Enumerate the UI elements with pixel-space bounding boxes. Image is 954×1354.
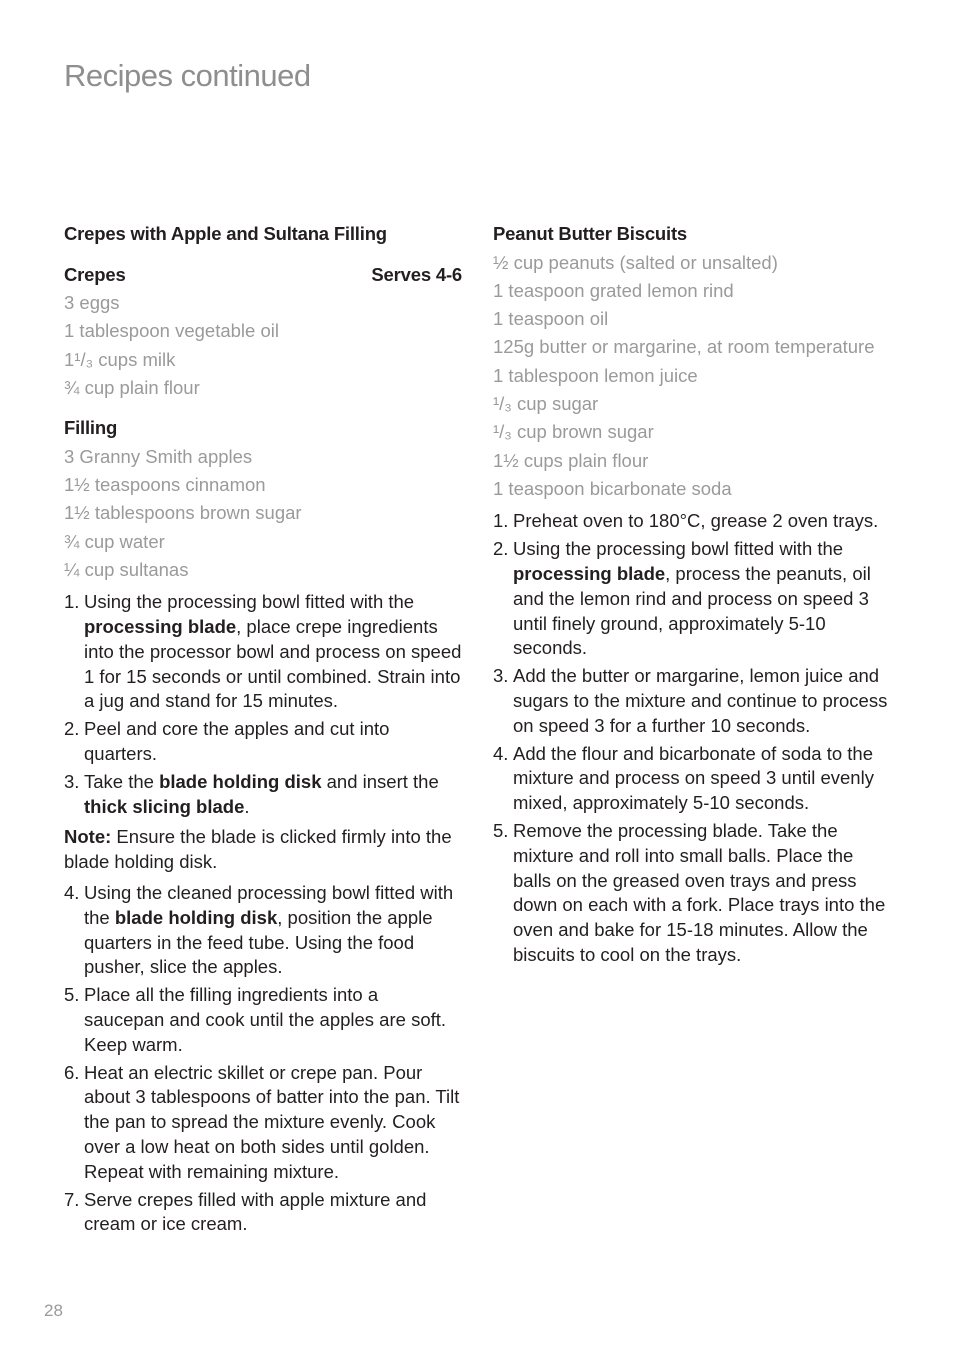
recipe-title-crepes: Crepes with Apple and Sultana Filling <box>64 223 387 244</box>
page-title: Recipes continued <box>64 58 311 93</box>
step-text: Add the butter or margarine, lemon juice and sugars to the mixture and continue to process on speed 3 for a further 10 seconds. <box>513 665 888 736</box>
crepes-ingredients-list <box>64 289 462 402</box>
method-step <box>64 717 462 767</box>
ingredient-item: ¼ cup sultanas <box>64 558 189 580</box>
step-number: 6. <box>64 1061 80 1083</box>
ingredient-item: 1 tablespoon vegetable oil <box>64 320 279 342</box>
method-step <box>64 770 462 820</box>
ingredient-item: 1 teaspoon oil <box>493 308 609 330</box>
step-number: 4. <box>493 742 509 764</box>
ingredient-item: 1 tablespoon lemon juice <box>493 364 698 386</box>
ingredient-item: 1½ teaspoons cinnamon <box>64 473 266 495</box>
ingredient-item: 1½ tablespoons brown sugar <box>64 502 302 524</box>
biscuit-ingredients-list <box>493 249 893 504</box>
crepes-heading-row <box>64 261 462 290</box>
step-text: Place all the filling ingredients into a saucepan and cook until the apples are soft. Keep warm. <box>84 984 447 1055</box>
method-step <box>493 664 893 738</box>
crepes-steps-list-a <box>64 590 462 819</box>
method-step <box>493 742 893 816</box>
ingredient-item: 1 teaspoon grated lemon rind <box>493 279 734 301</box>
filling-ingredients-list <box>64 443 462 584</box>
filling-heading: Filling <box>64 417 118 439</box>
step-text: Add the flour and bicarbonate of soda to the mixture and process on speed 3 until evenly mixed, approximately 5-10 seconds. <box>513 742 874 814</box>
step-text: Serve crepes filled with apple mixture and cream or ice cream. <box>84 1188 427 1235</box>
step-number: 5. <box>64 984 80 1006</box>
page-number: 28 <box>44 1301 63 1320</box>
left-column <box>64 220 462 1240</box>
ingredient-item: 1 teaspoon bicarbonate soda <box>493 478 732 500</box>
step-number: 3. <box>493 665 509 687</box>
method-step <box>64 590 462 714</box>
step-number: 1. <box>493 510 509 532</box>
step-text: Using the processing bowl fitted with the processing blade, process the peanuts, oil and the lemon rind and process on speed 3 until finely ground, approximately 5-10 seconds. <box>513 538 871 659</box>
method-step <box>64 1188 462 1238</box>
method-step <box>64 881 462 980</box>
ingredient-item: ¹/₃ cup sugar <box>493 393 599 415</box>
right-column <box>493 220 893 971</box>
ingredient-item: ¾ cup plain flour <box>64 376 200 398</box>
ingredient-item: 3 Granny Smith apples <box>64 445 253 467</box>
ingredient-item: 3 eggs <box>64 292 120 313</box>
method-step <box>64 1061 462 1185</box>
step-text: Peel and core the apples and cut into quarters. <box>84 718 390 764</box>
method-step <box>493 537 893 661</box>
serves-label: Serves 4-6 <box>371 263 462 285</box>
ingredient-item: 125g butter or margarine, at room temperature <box>493 336 875 358</box>
step-number: 4. <box>64 881 80 903</box>
step-text: Using the cleaned processing bowl fitted with the blade holding disk, position the apple quarters in the feed tube. Using the food pusher, slice the apples. <box>84 881 454 978</box>
ingredient-item: 1¹/₃ cups milk <box>64 348 176 370</box>
ingredient-item: 1½ cups plain flour <box>493 449 649 471</box>
step-text: Using the processing bowl fitted with the processing blade, place crepe ingredients into the processor bowl and process on speed 1 for 15 seconds or until combined. Strain into a jug and stand for 15 minutes. <box>84 591 462 712</box>
note-paragraph <box>64 825 462 875</box>
step-number: 2. <box>64 718 80 740</box>
step-text: Take the blade holding disk and insert the thick slicing blade. <box>84 770 439 817</box>
note-text: Ensure the blade is clicked firmly into the blade holding disk. <box>64 826 452 873</box>
step-number: 7. <box>64 1188 80 1210</box>
ingredient-item: ¹/₃ cup brown sugar <box>493 421 654 443</box>
step-text: Preheat oven to 180°C, grease 2 oven trays. <box>513 510 879 532</box>
crepes-steps-list-b <box>64 881 462 1237</box>
ingredient-item: ¾ cup water <box>64 530 165 552</box>
step-number: 3. <box>64 770 80 792</box>
step-number: 5. <box>493 819 509 841</box>
crepes-heading: Crepes <box>64 263 126 285</box>
step-number: 1. <box>64 591 80 613</box>
ingredient-item: ½ cup peanuts (salted or unsalted) <box>493 251 778 273</box>
note-label: Note: <box>64 826 112 848</box>
recipe-title-biscuits: Peanut Butter Biscuits <box>493 223 687 244</box>
method-step <box>493 819 893 968</box>
step-text: Heat an electric skillet or crepe pan. Pour about 3 tablespoons of batter into the pan. Tilt the pan to spread the mixture evenly. Cook over a low heat on both sides until golden. Repeat with remaining mixture. <box>84 1061 460 1182</box>
step-text: Remove the processing blade. Take the mixture and roll into small balls. Place the balls on the greased oven trays and press down on each with a fork. Place trays into the oven and bake for 15-18 minutes. Allow the biscuits to cool on the trays. <box>513 819 886 965</box>
method-step <box>493 509 893 534</box>
step-number: 2. <box>493 538 509 560</box>
method-step <box>64 983 462 1057</box>
biscuit-steps-list <box>493 509 893 967</box>
